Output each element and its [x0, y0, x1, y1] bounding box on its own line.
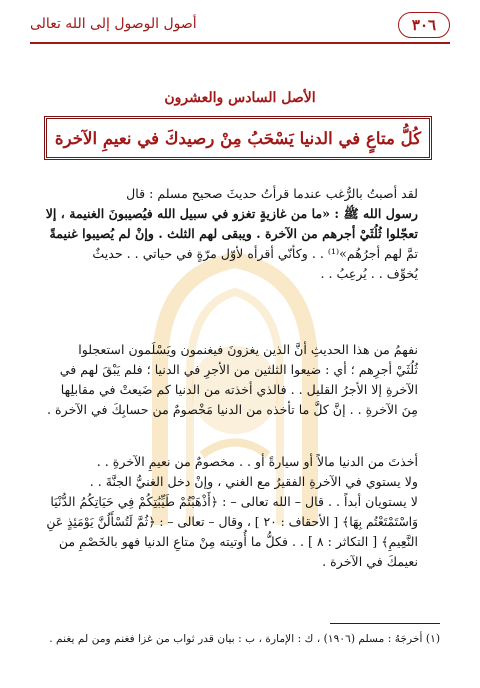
text-line: النَّعِيمِ﴾ [ التكاثر : ٨ ] . . فكلُّ ما أُوتيته مِنْ متاعِ الدنيا فهو بالخَصْمِ من	[58, 534, 418, 549]
running-header	[30, 12, 450, 44]
paragraph-3	[40, 452, 440, 572]
title-frame	[44, 116, 432, 160]
text-line: ولا يستوي في الآخرةِ الفقيرُ مع الغني ، وإنْ دخل الغنيُّ الجنَّةَ . .	[89, 474, 418, 489]
text-line: نفهمُ من هذا الحديثِ أنَّ الذين يغزونَ فيغنمون ويَسْلَمون استعجلوا	[78, 342, 418, 357]
footnote: (١) أخرجَهُ : مسلم (١٩٠٦) ، ك : الإمارة ، ب : بيان قدر ثواب من غزا فغنم ومن لم يغنم .	[49, 632, 440, 645]
text-line: تعجّلوا ثُلُثَيْ أجرهم من الآخرة . ويبقى لهم الثلث . وإنْ لم يُصيبوا غنيمةً	[49, 226, 418, 241]
text-line: نعيمكَ في الآخرة .	[322, 554, 418, 569]
text-line: أخذتَ من الدنيا مالاً أو سيارةً أو . . مخصومٌ من نعيمِ الآخرةِ . .	[96, 454, 418, 469]
page-number: ٣٠٦	[398, 12, 450, 38]
text-line: ثُلُثَيْ أجرِهم ؛ أي : ضيعوا الثلثين من الأجرِ في الدنيا ؛ فلم يَبْقَ لهم في	[59, 362, 418, 377]
text-line: مِنَ الآخرةِ . . إنَّ كلَّ ما تأخذه من الدنيا مَخْصومٌ من حسابِكَ في الآخرة .	[47, 402, 418, 417]
section-title: كُلُّ متاعٍ في الدنيا يَسْحَبُ مِنْ رصيدكَ في نعيمِ الآخرة	[54, 128, 422, 148]
text-line: لا يستويان أبداً . . قال – الله تعالى – : ﴿أَذْهَبْتُمْ طَيِّبَٰتِكُمْ فِي حَيَاتِكُمُ الدُّنْيَا	[50, 494, 418, 509]
text-line: الآخرةِ إلا الأجرُ القليل . . فالذي أخذته من الدنيا كم ضَيعتْ في مقابلِها	[60, 382, 418, 397]
book-title: أصول الوصول إلى الله تعالى	[30, 16, 197, 32]
text-line: تمَّ لهم أجرُهُم»⁽¹⁾ . . وكأنّي أقرأه لأوّل مرّةٍ في حياتي . . حديثٌ	[92, 246, 418, 261]
section-heading: الأصل السادس والعشرون	[164, 90, 316, 106]
paragraph-1	[40, 184, 440, 284]
text-line: يُخوِّف . . يُرعِبُ . .	[320, 266, 418, 281]
text-line: لقد أصبتُ بالرُّغب عندما قرأتُ حديثَ صحيح مسلم : قال	[126, 186, 418, 201]
text-line: رسول الله ﷺ : «ما من غازيةٍ تغزو في سبيل الله فيُصيبونَ الغنيمة ، إلا	[45, 206, 418, 221]
paragraph-2	[40, 340, 440, 420]
footnote-divider	[330, 623, 440, 624]
text-line: وَاسْتَمْتَعْتُم بِهَا﴾ [ الأحقاف : ٢٠ ] ، وقال – تعالى – : ﴿ثُمَّ لَتُسْأَلُنَّ يَوْمَئِذٍ عَنِ	[46, 515, 418, 529]
